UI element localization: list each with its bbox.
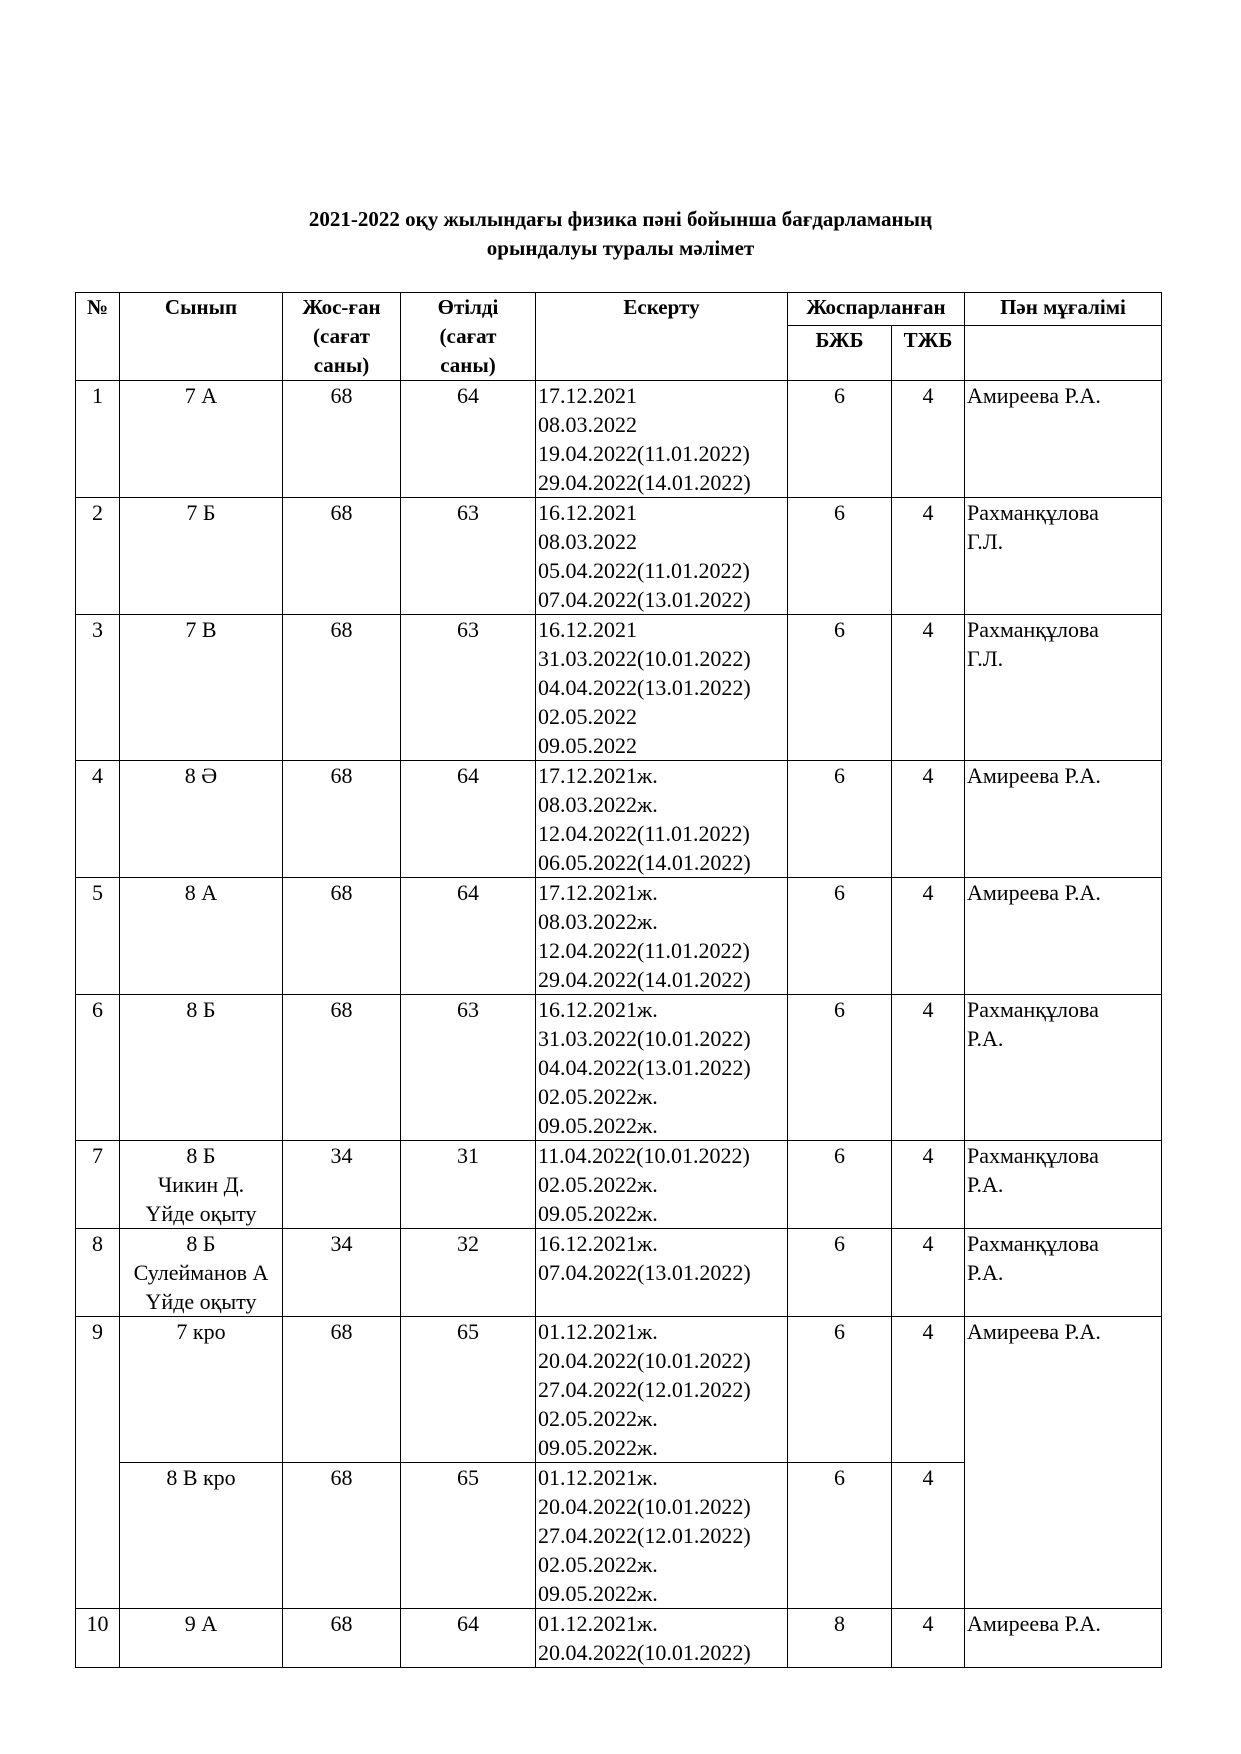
cell-done-hours xyxy=(401,878,536,995)
class-line: 8 В кро xyxy=(166,1465,236,1490)
cell-notes xyxy=(536,995,788,1141)
notes-line: 02.05.2022 xyxy=(538,704,637,729)
cell-num xyxy=(76,761,120,878)
teacher-line: Амиреева Р.А. xyxy=(967,763,1101,788)
notes-line: 08.03.2022 xyxy=(538,529,637,554)
num-value: 8 xyxy=(92,1231,103,1256)
done-value: 63 xyxy=(457,997,479,1022)
notes-line: 07.04.2022(13.01.2022) xyxy=(538,1260,751,1285)
header-planned-hours: Жос-ған (сағат саны) xyxy=(283,293,401,381)
header-teacher: Пән мұғалімі xyxy=(965,293,1162,326)
cell-tjb xyxy=(892,498,965,615)
notes-line: 27.04.2022(12.01.2022) xyxy=(538,1523,751,1548)
table-row xyxy=(76,995,1162,1141)
num-value: 4 xyxy=(92,763,103,788)
class-line: 8 Б xyxy=(186,1231,216,1256)
bjb-value: 6 xyxy=(834,1143,845,1168)
notes-line: 20.04.2022(10.01.2022) xyxy=(538,1348,751,1373)
cell-planned-hours xyxy=(283,878,401,995)
cell-done-hours xyxy=(401,761,536,878)
bjb-value: 6 xyxy=(834,500,845,525)
cell-done-hours xyxy=(401,615,536,761)
done-value: 65 xyxy=(457,1465,479,1490)
cell-num xyxy=(76,1317,120,1609)
done-value: 63 xyxy=(457,617,479,642)
cell-teacher xyxy=(965,1609,1162,1668)
teacher-line: Р.А. xyxy=(967,1260,1004,1285)
cell-done-hours xyxy=(401,1229,536,1317)
done-value: 64 xyxy=(457,763,479,788)
cell-bjb xyxy=(788,1141,892,1229)
cell-planned-hours xyxy=(283,381,401,498)
title-line-1: 2021-2022 оқу жылындағы физика пәні бойынша бағдарламаның xyxy=(308,207,933,231)
class-line: Сулейманов А xyxy=(133,1260,269,1285)
notes-line: 17.12.2021ж. xyxy=(538,880,658,905)
notes-line: 16.12.2021 xyxy=(538,617,637,642)
notes-line: 09.05.2022ж. xyxy=(538,1581,658,1606)
cell-num xyxy=(76,615,120,761)
cell-done-hours xyxy=(401,995,536,1141)
notes-line: 09.05.2022ж. xyxy=(538,1435,658,1460)
cell-class xyxy=(120,1317,283,1463)
teacher-line: Р.А. xyxy=(967,1172,1004,1197)
cell-notes xyxy=(536,1229,788,1317)
cell-bjb xyxy=(788,995,892,1141)
notes-line: 08.03.2022ж. xyxy=(538,909,658,934)
done-value: 64 xyxy=(457,880,479,905)
notes-line: 31.03.2022(10.01.2022) xyxy=(538,1026,751,1051)
planned-value: 68 xyxy=(330,617,353,642)
bjb-value: 6 xyxy=(834,1231,845,1256)
notes-line: 16.12.2021ж. xyxy=(538,1231,658,1256)
bjb-value: 6 xyxy=(834,763,845,788)
class-line: 8 А xyxy=(184,880,218,905)
table-row xyxy=(76,878,1162,995)
planned-value: 34 xyxy=(330,1143,353,1168)
planned-value: 68 xyxy=(330,880,353,905)
notes-line: 29.04.2022(14.01.2022) xyxy=(538,470,751,495)
class-line: Чикин Д. xyxy=(157,1172,245,1197)
cell-class xyxy=(120,615,283,761)
planned-value: 68 xyxy=(330,383,353,408)
done-value: 32 xyxy=(457,1231,479,1256)
cell-bjb xyxy=(788,1609,892,1668)
bjb-value: 6 xyxy=(834,1319,845,1344)
class-line: 7 Б xyxy=(186,500,216,525)
header-num: № xyxy=(76,293,120,381)
tjb-value: 4 xyxy=(922,763,934,788)
cell-class xyxy=(120,381,283,498)
cell-teacher xyxy=(965,995,1162,1141)
cell-bjb xyxy=(788,761,892,878)
cell-bjb xyxy=(788,1229,892,1317)
num-value: 7 xyxy=(92,1143,103,1168)
cell-num xyxy=(76,1141,120,1229)
tjb-value: 4 xyxy=(922,1231,934,1256)
cell-class xyxy=(120,1463,283,1609)
num-value: 3 xyxy=(92,617,103,642)
notes-line: 05.04.2022(11.01.2022) xyxy=(538,558,750,583)
class-line: 9 А xyxy=(184,1611,218,1636)
cell-teacher xyxy=(965,381,1162,498)
header-bjb: БЖБ xyxy=(788,326,892,381)
cell-planned-hours xyxy=(283,761,401,878)
cell-notes xyxy=(536,381,788,498)
cell-notes xyxy=(536,615,788,761)
cell-num xyxy=(76,878,120,995)
notes-line: 02.05.2022ж. xyxy=(538,1406,658,1431)
planned-value: 68 xyxy=(330,1319,353,1344)
header-tjb: ТЖБ xyxy=(892,326,965,381)
cell-planned-hours xyxy=(283,1609,401,1668)
notes-line: 02.05.2022ж. xyxy=(538,1084,658,1109)
cell-num xyxy=(76,381,120,498)
cell-num xyxy=(76,1229,120,1317)
teacher-line: Г.Л. xyxy=(967,529,1004,554)
notes-line: 16.12.2021ж. xyxy=(538,997,658,1022)
table-row xyxy=(76,1609,1162,1668)
notes-line: 31.03.2022(10.01.2022) xyxy=(538,646,751,671)
notes-line: 02.05.2022ж. xyxy=(538,1172,658,1197)
planned-value: 68 xyxy=(330,1611,353,1636)
cell-done-hours xyxy=(401,1141,536,1229)
teacher-line: Рахманқұлова xyxy=(967,500,1099,525)
planned-value: 68 xyxy=(330,500,353,525)
cell-planned-hours xyxy=(283,1141,401,1229)
cell-teacher xyxy=(965,1229,1162,1317)
tjb-value: 4 xyxy=(922,1319,934,1344)
bjb-value: 6 xyxy=(834,617,845,642)
done-value: 65 xyxy=(457,1319,479,1344)
cell-planned-hours xyxy=(283,615,401,761)
cell-tjb xyxy=(892,1229,965,1317)
bjb-value: 8 xyxy=(834,1611,845,1636)
teacher-line: Рахманқұлова xyxy=(967,617,1099,642)
done-value: 64 xyxy=(457,1611,479,1636)
notes-line: 09.05.2022ж. xyxy=(538,1113,658,1138)
program-completion-table xyxy=(75,292,1162,1668)
cell-num xyxy=(76,995,120,1141)
num-value: 10 xyxy=(86,1611,109,1636)
cell-done-hours xyxy=(401,381,536,498)
title-line-2: орындалуы туралы мәлімет xyxy=(486,236,755,260)
cell-done-hours xyxy=(401,1317,536,1463)
cell-notes xyxy=(536,1141,788,1229)
table-body xyxy=(76,381,1162,1668)
num-value: 6 xyxy=(92,997,103,1022)
notes-line: 09.05.2022ж. xyxy=(538,1201,658,1226)
cell-tjb xyxy=(892,995,965,1141)
cell-done-hours xyxy=(401,1463,536,1609)
class-line: 8 Б xyxy=(186,997,216,1022)
done-value: 64 xyxy=(457,383,479,408)
teacher-line: Рахманқұлова xyxy=(967,997,1099,1022)
planned-value: 68 xyxy=(330,1465,353,1490)
cell-teacher xyxy=(965,1317,1162,1609)
notes-line: 20.04.2022(10.01.2022) xyxy=(538,1640,751,1665)
table-row xyxy=(76,1317,1162,1463)
header-note: Ескерту xyxy=(536,293,788,381)
tjb-value: 4 xyxy=(922,383,934,408)
tjb-value: 4 xyxy=(922,997,934,1022)
cell-class xyxy=(120,995,283,1141)
tjb-value: 4 xyxy=(922,1465,934,1490)
tjb-value: 4 xyxy=(922,617,934,642)
class-line: 7 В xyxy=(185,617,217,642)
tjb-value: 4 xyxy=(922,880,934,905)
notes-line: 29.04.2022(14.01.2022) xyxy=(538,967,751,992)
class-line: 7 А xyxy=(184,383,218,408)
cell-teacher xyxy=(965,615,1162,761)
notes-line: 20.04.2022(10.01.2022) xyxy=(538,1494,751,1519)
teacher-line: Рахманқұлова xyxy=(967,1143,1099,1168)
cell-bjb xyxy=(788,498,892,615)
cell-tjb xyxy=(892,878,965,995)
num-value: 2 xyxy=(92,500,103,525)
header-planned-group: Жоспарланған xyxy=(788,293,965,326)
cell-planned-hours xyxy=(283,1463,401,1609)
cell-class xyxy=(120,1609,283,1668)
class-line: Үйде оқыту xyxy=(145,1289,257,1314)
teacher-line: Амиреева Р.А. xyxy=(967,880,1101,905)
tjb-value: 4 xyxy=(922,500,934,525)
cell-teacher xyxy=(965,878,1162,995)
teacher-line: Амиреева Р.А. xyxy=(967,383,1101,408)
cell-class xyxy=(120,1229,283,1317)
teacher-line: Г.Л. xyxy=(967,646,1004,671)
cell-notes xyxy=(536,1609,788,1668)
document-title xyxy=(0,205,1241,263)
cell-planned-hours xyxy=(283,1229,401,1317)
notes-line: 09.05.2022 xyxy=(538,733,637,758)
teacher-line: Р.А. xyxy=(967,1026,1004,1051)
table-row xyxy=(76,1229,1162,1317)
cell-done-hours xyxy=(401,498,536,615)
cell-tjb xyxy=(892,381,965,498)
cell-done-hours xyxy=(401,1609,536,1668)
teacher-line: Амиреева Р.А. xyxy=(967,1611,1101,1636)
bjb-value: 6 xyxy=(834,997,845,1022)
notes-line: 01.12.2021ж. xyxy=(538,1611,658,1636)
cell-bjb xyxy=(788,381,892,498)
num-value: 5 xyxy=(92,880,103,905)
cell-class xyxy=(120,878,283,995)
table-row xyxy=(76,1141,1162,1229)
planned-value: 68 xyxy=(330,997,353,1022)
cell-bjb xyxy=(788,1463,892,1609)
class-line: Үйде оқыту xyxy=(145,1201,257,1226)
notes-line: 16.12.2021 xyxy=(538,500,637,525)
bjb-value: 6 xyxy=(834,880,845,905)
header-teacher-blank xyxy=(965,326,1162,381)
cell-tjb xyxy=(892,615,965,761)
cell-tjb xyxy=(892,761,965,878)
table-row xyxy=(76,498,1162,615)
notes-line: 11.04.2022(10.01.2022) xyxy=(538,1143,750,1168)
class-line: 8 Ә xyxy=(184,763,218,788)
cell-tjb xyxy=(892,1463,965,1609)
notes-line: 07.04.2022(13.01.2022) xyxy=(538,587,751,612)
notes-line: 12.04.2022(11.01.2022) xyxy=(538,821,750,846)
cell-class xyxy=(120,761,283,878)
notes-line: 12.04.2022(11.01.2022) xyxy=(538,938,750,963)
cell-num xyxy=(76,498,120,615)
cell-bjb xyxy=(788,1317,892,1463)
bjb-value: 6 xyxy=(834,383,845,408)
cell-planned-hours xyxy=(283,1317,401,1463)
cell-planned-hours xyxy=(283,498,401,615)
cell-teacher xyxy=(965,1141,1162,1229)
cell-notes xyxy=(536,498,788,615)
table-row xyxy=(76,381,1162,498)
num-value: 1 xyxy=(92,383,103,408)
cell-notes xyxy=(536,1463,788,1609)
table-row xyxy=(76,761,1162,878)
done-value: 31 xyxy=(457,1143,479,1168)
cell-bjb xyxy=(788,878,892,995)
cell-bjb xyxy=(788,615,892,761)
cell-teacher xyxy=(965,761,1162,878)
cell-notes xyxy=(536,1317,788,1463)
cell-notes xyxy=(536,878,788,995)
class-line: 7 кро xyxy=(176,1319,226,1344)
cell-tjb xyxy=(892,1609,965,1668)
notes-line: 01.12.2021ж. xyxy=(538,1465,658,1490)
cell-tjb xyxy=(892,1317,965,1463)
notes-line: 04.04.2022(13.01.2022) xyxy=(538,675,751,700)
tjb-value: 4 xyxy=(922,1143,934,1168)
cell-planned-hours xyxy=(283,995,401,1141)
num-value: 9 xyxy=(92,1319,103,1344)
cell-class xyxy=(120,1141,283,1229)
bjb-value: 6 xyxy=(834,1465,845,1490)
notes-line: 04.04.2022(13.01.2022) xyxy=(538,1055,751,1080)
notes-line: 27.04.2022(12.01.2022) xyxy=(538,1377,751,1402)
cell-teacher xyxy=(965,498,1162,615)
notes-line: 01.12.2021ж. xyxy=(538,1319,658,1344)
header-class: Сынып xyxy=(120,293,283,381)
notes-line: 17.12.2021ж. xyxy=(538,763,658,788)
planned-value: 68 xyxy=(330,763,353,788)
tjb-value: 4 xyxy=(922,1611,934,1636)
table-row xyxy=(76,615,1162,761)
notes-line: 06.05.2022(14.01.2022) xyxy=(538,850,751,875)
class-line: 8 Б xyxy=(186,1143,216,1168)
teacher-line: Амиреева Р.А. xyxy=(967,1319,1101,1344)
notes-line: 02.05.2022ж. xyxy=(538,1552,658,1577)
cell-class xyxy=(120,498,283,615)
cell-tjb xyxy=(892,1141,965,1229)
header-row-1 xyxy=(76,293,1162,326)
done-value: 63 xyxy=(457,500,479,525)
planned-value: 34 xyxy=(330,1231,353,1256)
header-done-hours: Өтілді (сағат саны) xyxy=(401,293,536,381)
teacher-line: Рахманқұлова xyxy=(967,1231,1099,1256)
notes-line: 08.03.2022ж. xyxy=(538,792,658,817)
notes-line: 08.03.2022 xyxy=(538,412,637,437)
cell-notes xyxy=(536,761,788,878)
cell-num xyxy=(76,1609,120,1668)
notes-line: 19.04.2022(11.01.2022) xyxy=(538,441,750,466)
notes-line: 17.12.2021 xyxy=(538,383,637,408)
